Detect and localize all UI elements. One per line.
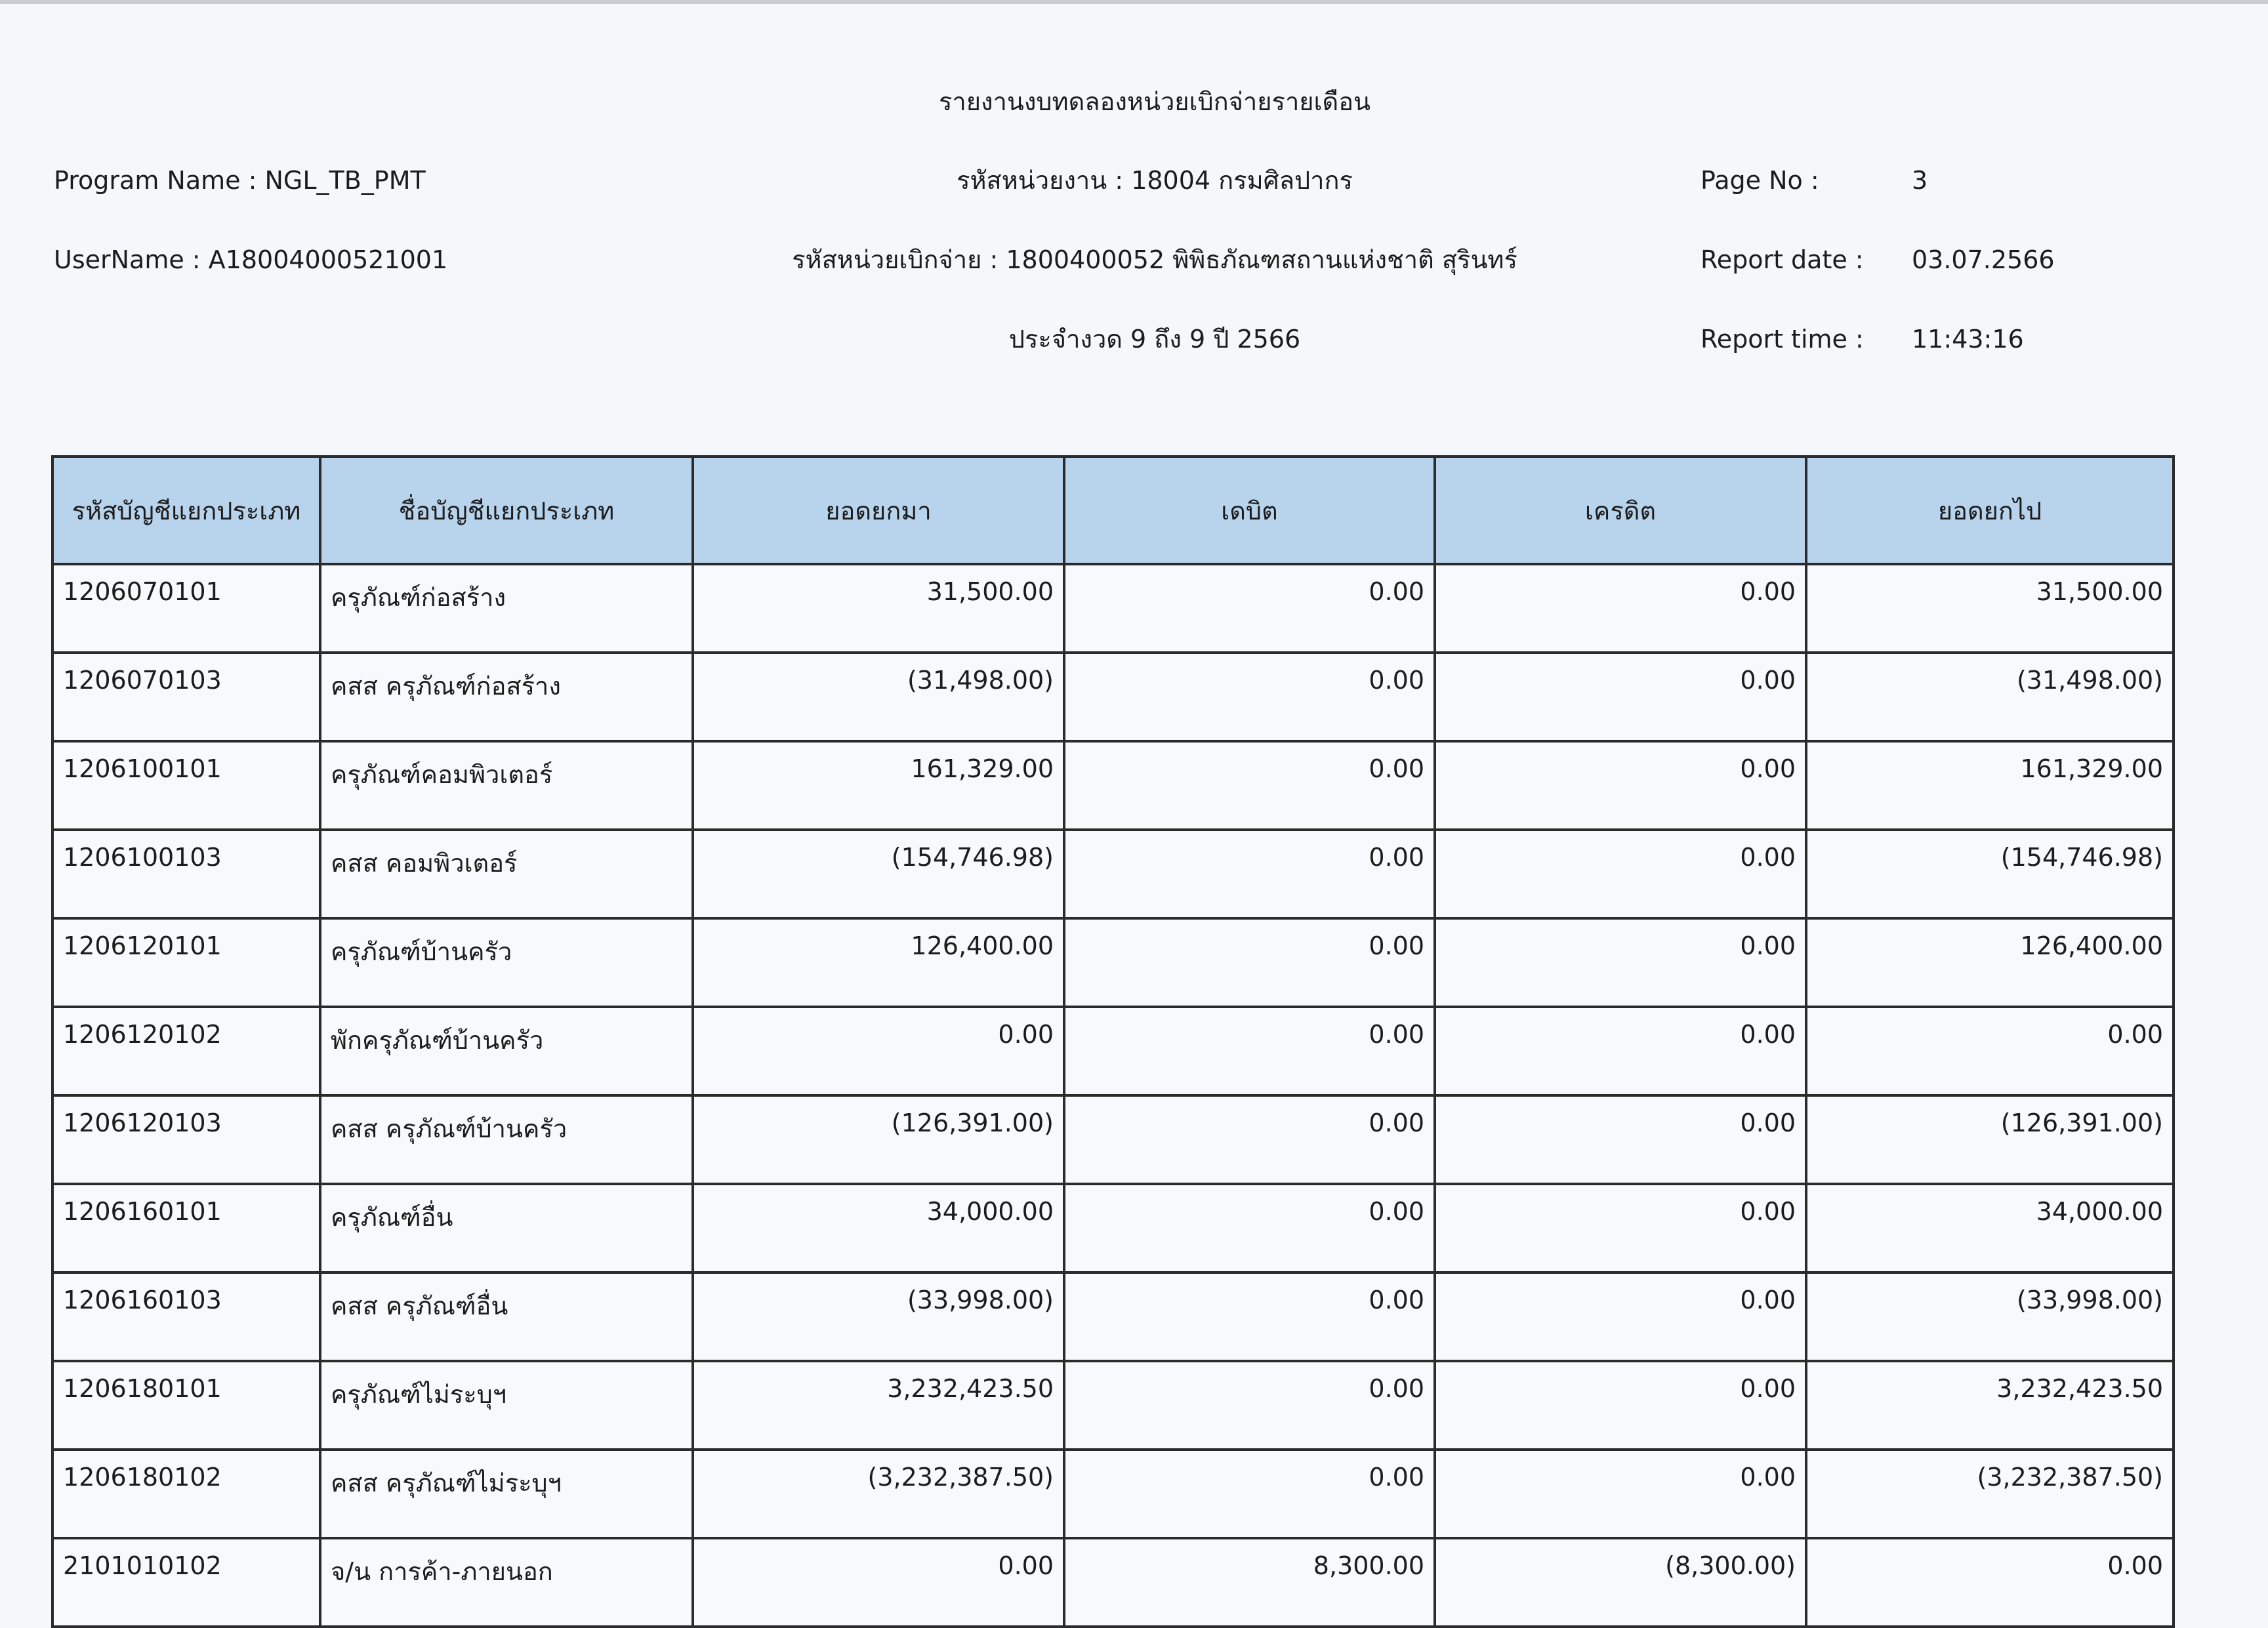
account-name-cell: พักครุภัณฑ์บ้านครัว [320,1007,693,1095]
report-date-label: Report date : [1701,245,1864,274]
debit-cell: 0.00 [1064,1184,1435,1272]
table-row [52,1184,2174,1272]
closing-balance-cell: 161,329.00 [1806,741,2174,830]
opening-balance-cell: (126,391.00) [693,1095,1064,1184]
opening-balance-cell: (154,746.98) [693,830,1064,918]
debit-cell: 0.00 [1064,1007,1435,1095]
ledger-table [51,455,2175,1628]
opening-balance-cell: 3,232,423.50 [693,1361,1064,1450]
column-header-closing-balance: ยอดยกไป [1806,457,2174,564]
credit-cell: 0.00 [1435,1184,1806,1272]
closing-balance-cell: 126,400.00 [1806,918,2174,1007]
closing-balance-cell: (154,746.98) [1806,830,2174,918]
credit-cell: (8,300.00) [1435,1538,1806,1627]
debit-cell: 8,300.00 [1064,1538,1435,1627]
account-name-cell: คสส ครุภัณฑ์อื่น [320,1272,693,1361]
account-code-cell: 1206070103 [52,653,320,741]
credit-cell: 0.00 [1435,1007,1806,1095]
column-header-credit: เครดิต [1435,457,1806,564]
credit-cell: 0.00 [1435,1450,1806,1538]
opening-balance-cell: 0.00 [693,1538,1064,1627]
account-name-cell: ครุภัณฑ์ก่อสร้าง [320,564,693,653]
debit-cell: 0.00 [1064,1272,1435,1361]
opening-balance-cell: 161,329.00 [693,741,1064,830]
table-row [52,564,2174,653]
report-time-label: Report time : [1701,325,1864,354]
credit-cell: 0.00 [1435,1272,1806,1361]
account-code-cell: 1206100101 [52,741,320,830]
account-name-cell: คสส คอมพิวเตอร์ [320,830,693,918]
account-code-cell: 1206180101 [52,1361,320,1450]
table-row [52,1095,2174,1184]
credit-cell: 0.00 [1435,564,1806,653]
opening-balance-cell: (31,498.00) [693,653,1064,741]
program-name: Program Name : NGL_TB_PMT [54,166,426,195]
table-row [52,1361,2174,1450]
closing-balance-cell: (33,998.00) [1806,1272,2174,1361]
opening-balance-cell: 34,000.00 [693,1184,1064,1272]
account-code-cell: 1206160103 [52,1272,320,1361]
account-name-cell: คสส ครุภัณฑ์บ้านครัว [320,1095,693,1184]
credit-cell: 0.00 [1435,1095,1806,1184]
closing-balance-cell: 0.00 [1806,1538,2174,1627]
debit-cell: 0.00 [1064,1450,1435,1538]
credit-cell: 0.00 [1435,741,1806,830]
table-row [52,830,2174,918]
column-header-account-name: ชื่อบัญชีแยกประเภท [320,457,693,564]
debit-cell: 0.00 [1064,1095,1435,1184]
credit-cell: 0.00 [1435,918,1806,1007]
closing-balance-cell: (3,232,387.50) [1806,1450,2174,1538]
account-name-cell: ครุภัณฑ์คอมพิวเตอร์ [320,741,693,830]
opening-balance-cell: (33,998.00) [693,1272,1064,1361]
closing-balance-cell: 34,000.00 [1806,1184,2174,1272]
account-code-cell: 1206120103 [52,1095,320,1184]
credit-cell: 0.00 [1435,830,1806,918]
account-name-cell: คสส ครุภัณฑ์ไม่ระบุฯ [320,1450,693,1538]
account-code-cell: 1206120101 [52,918,320,1007]
account-name-cell: ครุภัณฑ์บ้านครัว [320,918,693,1007]
column-header-account-code: รหัสบัญชีแยกประเภท [52,457,320,564]
debit-cell: 0.00 [1064,741,1435,830]
debit-cell: 0.00 [1064,830,1435,918]
opening-balance-cell: (3,232,387.50) [693,1450,1064,1538]
closing-balance-cell: (31,498.00) [1806,653,2174,741]
account-code-cell: 1206120102 [52,1007,320,1095]
account-code-cell: 1206100103 [52,830,320,918]
table-row [52,741,2174,830]
opening-balance-cell: 0.00 [693,1007,1064,1095]
account-name-cell: ครุภัณฑ์อื่น [320,1184,693,1272]
closing-balance-cell: 31,500.00 [1806,564,2174,653]
account-code-cell: 1206180102 [52,1450,320,1538]
table-row [52,1272,2174,1361]
opening-balance-cell: 31,500.00 [693,564,1064,653]
table-row [52,1450,2174,1538]
table-row [52,1007,2174,1095]
table-row [52,1538,2174,1627]
table-header-row [52,457,2174,564]
debit-cell: 0.00 [1064,653,1435,741]
report-date-value: 03.07.2566 [1912,245,2055,274]
account-code-cell: 1206070101 [52,564,320,653]
closing-balance-cell: 0.00 [1806,1007,2174,1095]
account-code-cell: 1206160101 [52,1184,320,1272]
closing-balance-cell: (126,391.00) [1806,1095,2174,1184]
column-header-opening-balance: ยอดยกมา [693,457,1064,564]
debit-cell: 0.00 [1064,918,1435,1007]
page-no-value: 3 [1912,166,1928,195]
account-code-cell: 2101010102 [52,1538,320,1627]
debit-cell: 0.00 [1064,564,1435,653]
disbursement-unit: รหัสหน่วยเบิกจ่าย : 1800400052 พิพิธภัณฑสถานแห่งชาติ สุรินทร์ [792,245,1517,274]
column-header-debit: เดบิต [1064,457,1435,564]
report-period: ประจำงวด 9 ถึง 9 ปี 2566 [1008,325,1301,354]
table-row [52,653,2174,741]
account-name-cell: คสส ครุภัณฑ์ก่อสร้าง [320,653,693,741]
credit-cell: 0.00 [1435,1361,1806,1450]
closing-balance-cell: 3,232,423.50 [1806,1361,2174,1450]
account-name-cell: ครุภัณฑ์ไม่ระบุฯ [320,1361,693,1450]
page-no-label: Page No : [1701,166,1819,195]
report-time-value: 11:43:16 [1912,325,2024,354]
page-top-edge [0,0,2268,4]
table-row [52,918,2174,1007]
credit-cell: 0.00 [1435,653,1806,741]
report-title: รายงานงบทดลองหน่วยเบิกจ่ายรายเดือน [938,87,1371,116]
opening-balance-cell: 126,400.00 [693,918,1064,1007]
user-name: UserName : A18004000521001 [54,245,448,274]
account-name-cell: จ/น การค้า-ภายนอก [320,1538,693,1627]
debit-cell: 0.00 [1064,1361,1435,1450]
unit-code: รหัสหน่วยงาน : 18004 กรมศิลปากร [957,166,1353,195]
